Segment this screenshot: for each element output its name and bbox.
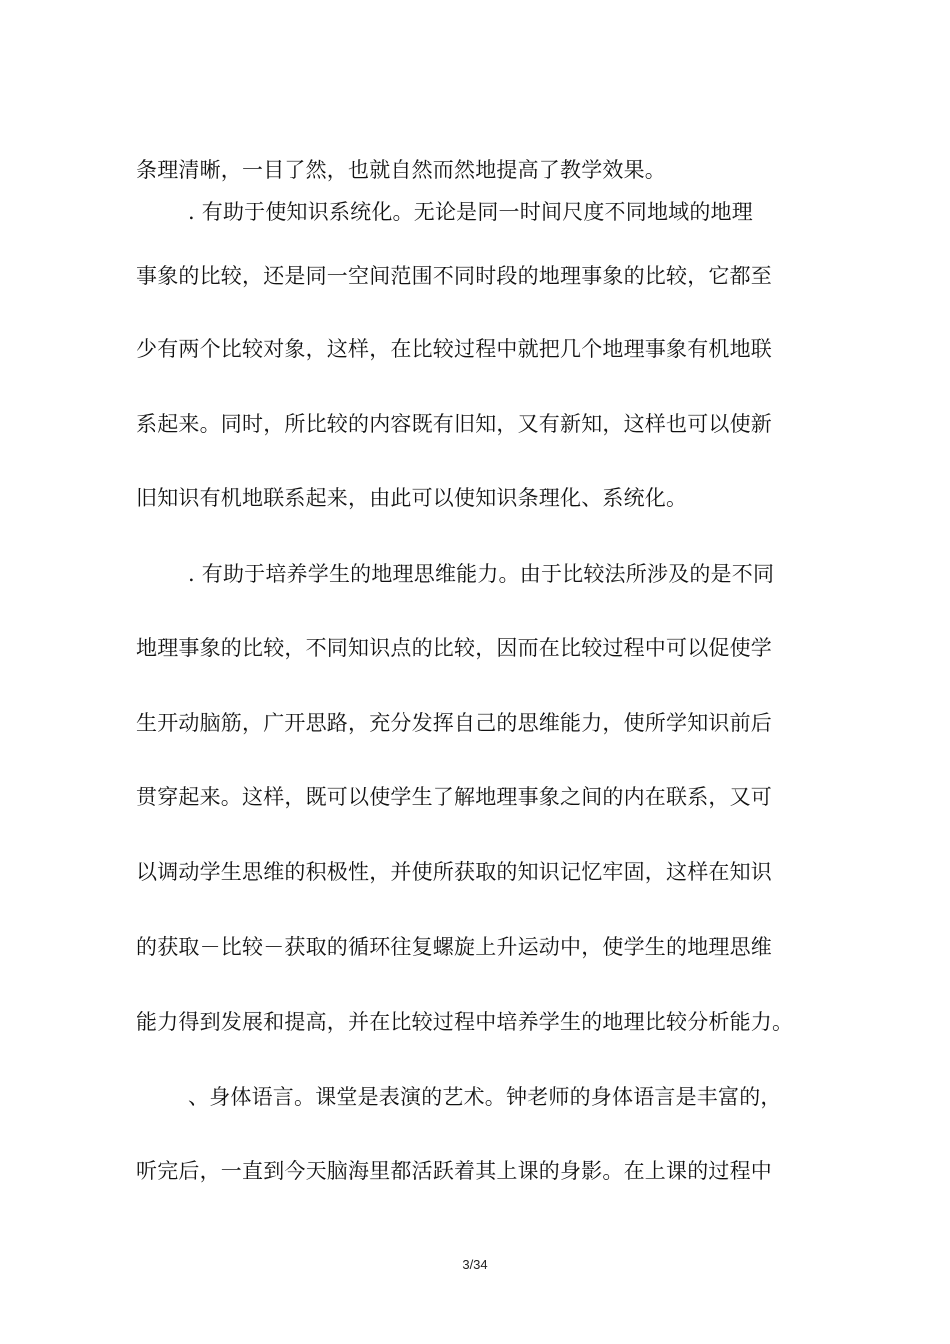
text-line: 的获取－比较－获取的循环往复螺旋上升运动中，使学生的地理思维 [136,935,772,959]
text-line: . 有助于培养学生的地理思维能力。由于比较法所涉及的是不同 [188,562,775,586]
text-line: . 有助于使知识系统化。无论是同一时间尺度不同地域的地理 [188,200,753,224]
text-line: 贯穿起来。这样，既可以使学生了解地理事象之间的内在联系，又可 [136,785,772,809]
page-number: 3/34 [462,1257,488,1272]
text-line: 地理事象的比较，不同知识点的比较，因而在比较过程中可以促使学 [136,636,772,660]
text-line: 少有两个比较对象，这样，在比较过程中就把几个地理事象有机地联 [136,337,772,361]
text-line: 、身体语言。课堂是表演的艺术。钟老师的身体语言是丰富的， [188,1085,782,1109]
text-line: 事象的比较，还是同一空间范围不同时段的地理事象的比较，它都至 [136,264,772,288]
text-line: 生开动脑筋，广开思路，充分发挥自己的思维能力，使所学知识前后 [136,711,772,735]
text-line: 条理清晰，一目了然，也就自然而然地提高了教学效果。 [136,158,666,182]
text-line: 系起来。同时，所比较的内容既有旧知，又有新知，这样也可以使新 [136,412,772,436]
text-line: 听完后，一直到今天脑海里都活跃着其上课的身影。在上课的过程中 [136,1159,772,1183]
text-line: 旧知识有机地联系起来，由此可以使知识条理化、系统化。 [136,486,688,510]
text-line: 以调动学生思维的积极性，并使所获取的知识记忆牢固，这样在知识 [136,860,772,884]
text-line: 能力得到发展和提高，并在比较过程中培养学生的地理比较分析能力。 [136,1010,794,1034]
